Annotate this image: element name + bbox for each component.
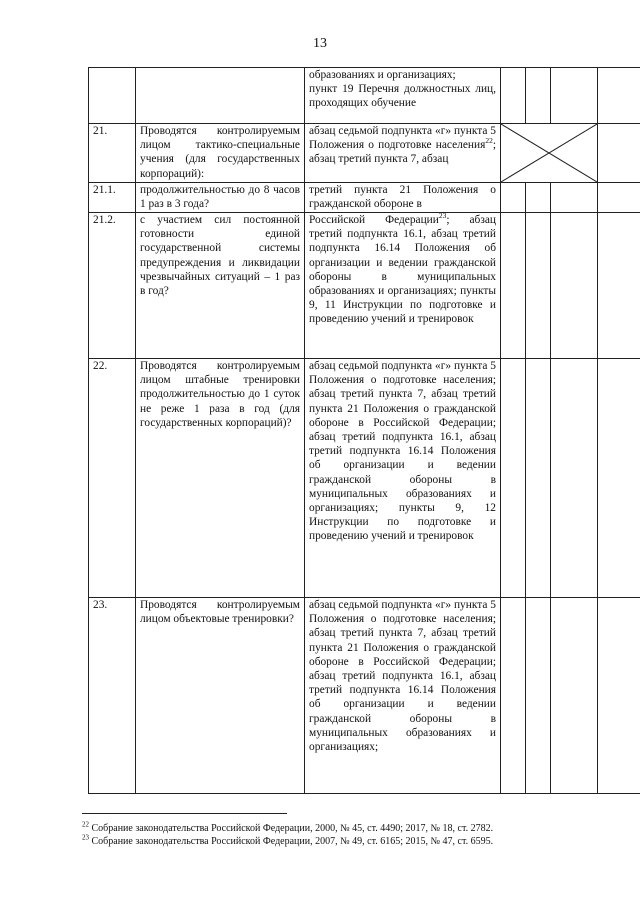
question-cell: Проводятся контролируемым лицом объектовые тренировки?	[136, 598, 305, 794]
note-cell[interactable]	[598, 68, 640, 124]
answer-na-cell[interactable]	[551, 598, 598, 794]
note-cell[interactable]	[598, 124, 640, 183]
table-row	[89, 124, 640, 183]
answer-yes-cell[interactable]	[501, 183, 526, 213]
note-cell[interactable]	[598, 183, 640, 213]
answer-na-cell[interactable]	[551, 213, 598, 359]
table-row	[89, 213, 640, 359]
answer-yes-cell[interactable]	[501, 598, 526, 794]
row-number: 22.	[89, 359, 136, 598]
question-cell: Проводятся контролируемым лицом штабные тренировки продолжительностью до 1 суток не реже 1 раза в год (для государственных корпораций)?	[136, 359, 305, 598]
table-row	[89, 598, 640, 794]
question-cell: продолжительностью до 8 часов 1 раз в 3 года?	[136, 183, 305, 213]
reference-cell: абзац седьмой подпункта «г» пункта 5 Положения о подготовке населения; абзац третий пункта 7, абзац третий пункта 21 Положения о гражданской обороне в Российской Федерации; абзац третий подпункта 16.1, абзац третий подпункта 16.14 Положения об организации и ведении гражданской обороны в муниципальных образованиях и организациях;	[305, 598, 501, 794]
row-number: 21.	[89, 124, 136, 183]
row-number: 21.1.	[89, 183, 136, 213]
note-cell[interactable]	[598, 359, 640, 598]
answer-no-cell[interactable]	[526, 359, 551, 598]
answer-yes-cell[interactable]	[501, 213, 526, 359]
reference-cell: абзац седьмой подпункта «г» пункта 5 Положения о подготовке населения$^{22}$; абзац третий пункта 7, абзац	[305, 124, 501, 183]
table-row	[89, 359, 640, 598]
question-cell: Проводятся контролируемым лицом тактико-специальные учения (для государственных корпораций):	[136, 124, 305, 183]
cross-mark-icon	[501, 124, 597, 182]
checklist-table	[88, 67, 640, 794]
row-number: 21.2.	[89, 213, 136, 359]
footnote: $^{22}$ Собрание законодательства Российской Федерации, 2000, № 45, ст. 4490; 2017, № 18, ст. 2782.	[82, 820, 494, 834]
footnote: $^{23}$ Собрание законодательства Российской Федерации, 2007, № 49, ст. 6165; 2015, № 47, ст. 6595.	[82, 833, 494, 847]
answer-na-cell[interactable]	[551, 183, 598, 213]
note-cell[interactable]	[598, 598, 640, 794]
reference-cell: Российской Федерации$^{23}$; абзац третий подпункта 16.1, абзац третий подпункта 16.14 Положения об организации и ведении гражданской обороны в муниципальных образованиях и организациях; пункты 9, 11 Инструкции по подготовке и проведению учений и тренировок	[305, 213, 501, 359]
answer-no-cell[interactable]	[526, 68, 551, 124]
question-cell: с участием сил постоянной готовности единой государственной системы предупреждения и ликвидации чрезвычайных ситуаций – 1 раз в год?	[136, 213, 305, 359]
note-cell[interactable]	[598, 213, 640, 359]
table-row	[89, 183, 640, 213]
not-applicable-cross	[501, 124, 598, 183]
answer-na-cell[interactable]	[551, 68, 598, 124]
row-number	[89, 68, 136, 124]
footnote-divider	[82, 813, 287, 814]
answer-no-cell[interactable]	[526, 598, 551, 794]
answer-yes-cell[interactable]	[501, 359, 526, 598]
reference-cell: третий пункта 21 Положения о гражданской обороне в	[305, 183, 501, 213]
footnotes	[82, 822, 622, 848]
answer-no-cell[interactable]	[526, 213, 551, 359]
answer-no-cell[interactable]	[526, 183, 551, 213]
answer-yes-cell[interactable]	[501, 68, 526, 124]
page-number: 13	[313, 36, 327, 51]
answer-na-cell[interactable]	[551, 359, 598, 598]
row-number: 23.	[89, 598, 136, 794]
table-row	[89, 68, 640, 124]
question-cell	[136, 68, 305, 124]
reference-cell: образованиях и организациях; пункт 19 Перечня должностных лиц, проходящих обучение	[305, 68, 501, 124]
reference-cell: абзац седьмой подпункта «г» пункта 5 Положения о подготовке населения; абзац третий пункта 7, абзац третий пункта 21 Положения о гражданской обороне в Российской Федерации; абзац третий подпункта 16.1, абзац третий подпункта 16.14 Положения об организации и ведении гражданской обороны в муниципальных образованиях и организациях; пункты 9, 12 Инструкции по подготовке и проведению учений и тренировок	[305, 359, 501, 598]
